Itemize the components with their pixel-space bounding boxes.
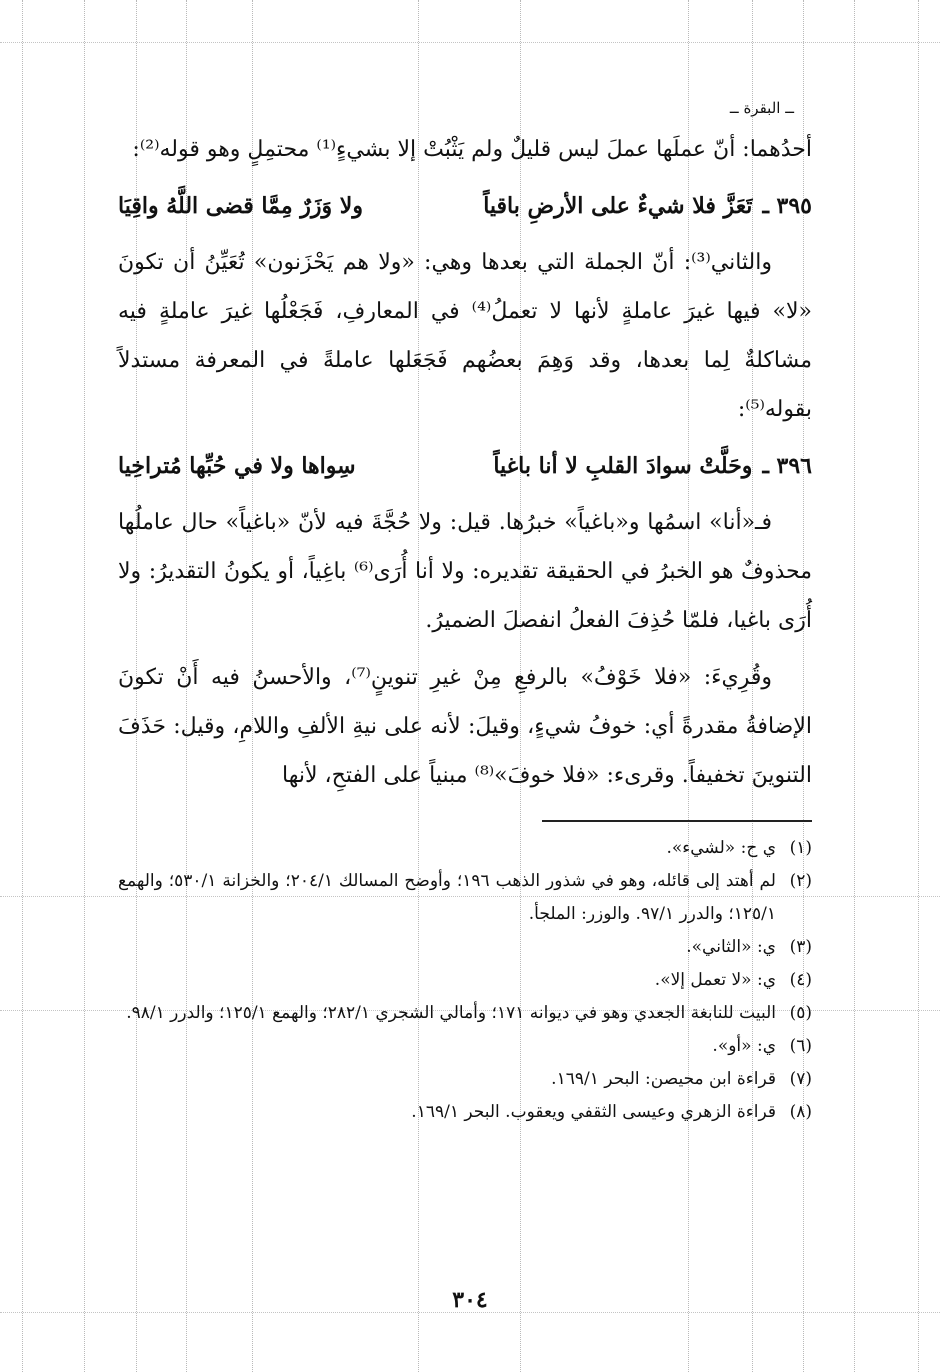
footnote-text: ي ح: «لشيء». — [666, 838, 776, 858]
footnote-number: (٣) — [789, 937, 812, 957]
footnote-number: (٤) — [789, 970, 812, 990]
verse-number: ٣٩٦ ـ — [762, 453, 812, 479]
footnote-separator — [118, 820, 812, 822]
grid-line — [854, 0, 855, 1372]
verse-line — [118, 438, 812, 494]
paragraph: وقُرِيءَ: «فلا خَوْفُ» بالرفعِ مِنْ غيرِ تنوينٍ⁽⁷⁾، والأحسنُ فيه أَنْ تكونَ الإضافةُ مقدرةً أي: خوفُ شيءٍ، وقيلَ: لأنه على نيةِ الألفِ واللامِ، وقيل: حَذَفَ التنوينَ تخفيفاً. وقرىء: «فلا خوفَ»⁽⁸⁾ مبنياً على الفتحِ، لأنها — [118, 665, 812, 788]
footnote-number: (٦) — [789, 1036, 812, 1056]
paragraph: أحدُهما: أنّ عملَها عملَ ليس قليلٌ ولم يَثْبُتْ إلا بشيءٍ⁽¹⁾ محتمِلٍ وهو قوله⁽²⁾: — [132, 137, 812, 162]
paragraph: فـ«أنا» اسمُها و«باغياً» خبرُها. قيل: ولا حُجَّةَ فيه لأنّ «باغياً» حال عاملُها محذوفٌ هو الخبرُ في الحقيقة تقديره: ولا أنا أُرَى⁽⁶⁾ باغِياً، أو يكونُ التقديرُ: ولا أُرَى باغيا، فلمّا حُذِفَ الفعلُ انفصلَ الضميرُ. — [118, 510, 813, 633]
footnote-text: قراءة ابن محيصن: البحر ١٦٩/١. — [551, 1069, 776, 1089]
verse-second-hemistich: سِواها ولا في حُبِّها مُتراخِيا — [118, 453, 356, 479]
verse-first-hemistich: تَعَزَّ فلا شيءٌ على الأرضِ باقياً — [483, 193, 753, 219]
footnote — [118, 1096, 812, 1129]
verse-line — [118, 178, 812, 234]
footnote — [118, 865, 812, 931]
footnote-text: لم أهتد إلى قائله، وهو في شذور الذهب ١٩٦؛ وأوضح المسالك ٢٠٤/١؛ والخزانة ٥٣٠/١؛ والهمع ١٢٥/١؛ والدرر ٩٧/١. والوزر: الملجأ. — [118, 871, 776, 924]
verse-first-hemistich: وحَلَّتْ سوادَ القلبِ لا أنا باغياً — [493, 453, 753, 479]
footnote-number: (٧) — [789, 1069, 812, 1089]
grid-line — [22, 0, 23, 1372]
footnote-text: ي: «الثاني». — [686, 937, 776, 957]
grid-line — [918, 0, 919, 1372]
footnote-number: (١) — [789, 838, 812, 858]
footnote — [118, 964, 812, 997]
footnote-text: ي: «أو». — [712, 1036, 776, 1056]
running-header: ــ البقرة ــ — [729, 99, 794, 117]
footnote-text: ي: «لا تعمل إلا». — [654, 970, 776, 990]
separator-rule — [542, 820, 812, 822]
footnote — [118, 931, 812, 964]
book-page — [118, 95, 812, 1129]
page-number: ٣٠٤ — [452, 1287, 488, 1313]
footnote — [118, 997, 812, 1030]
footnote-number: (٢) — [789, 871, 812, 891]
verse-second-hemistich: ولا وَزَرٌ مِمَّا قضى اللَّهُ واقِيَا — [118, 193, 363, 219]
paragraph: والثاني⁽³⁾: أنّ الجملة التي بعدها وهي: «ولا هم يَحْزَنون» تُعَيِّنُ أن تكونَ «لا» فيها غيرَ عاملةٍ لأنها لا تعملُ⁽⁴⁾ في المعارفِ، فَجَعْلُها غيرَ عاملةٍ فيه مشاكلةٌ لِما بعدها، وقد وَهِمَ بعضُهم فَجَعَلها عاملةً في المعرفة مستدلاً بقوله⁽⁵⁾: — [118, 250, 813, 422]
footnote — [118, 1063, 812, 1096]
grid-line — [0, 42, 940, 43]
grid-line — [84, 0, 85, 1372]
footnote-text: البيت للنابغة الجعدي وهو في ديوانه ١٧١؛ وأمالي الشجري ٢٨٢/١؛ والهمع ١٢٥/١؛ والدرر ٩٨/١. — [126, 1003, 776, 1023]
footnote-number: (٨) — [789, 1102, 812, 1122]
footnote — [118, 832, 812, 865]
verse-number: ٣٩٥ ـ — [762, 193, 812, 219]
footnote-text: قراءة الزهري وعيسى الثقفي ويعقوب. البحر ١٦٩/١. — [411, 1102, 776, 1122]
footnote-number: (٥) — [789, 1003, 812, 1023]
footnote — [118, 1030, 812, 1063]
